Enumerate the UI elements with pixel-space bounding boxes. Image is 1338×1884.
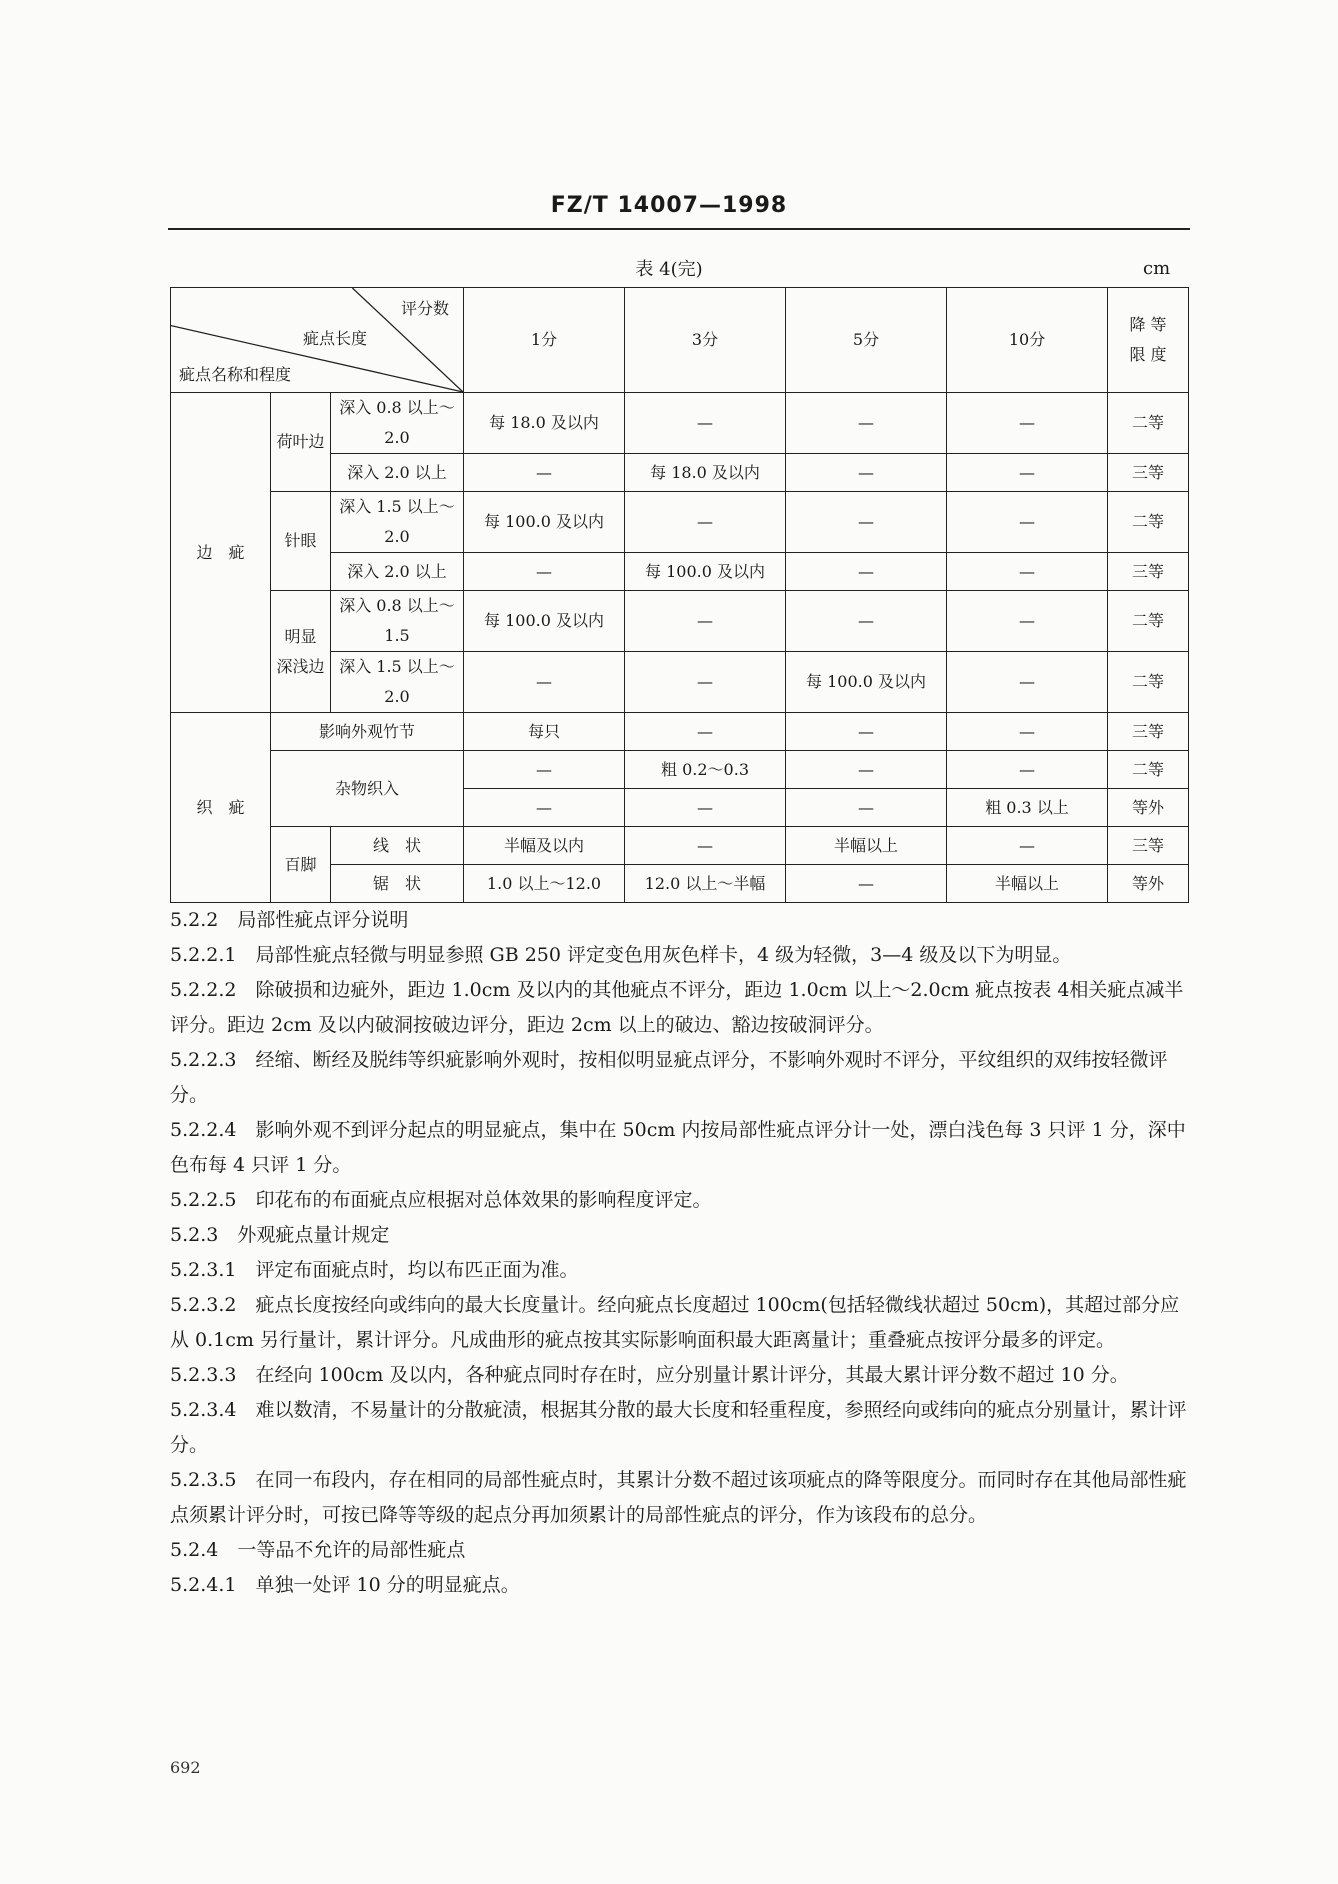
cell-3: — <box>625 591 786 652</box>
cell-5: — <box>786 553 947 591</box>
cell-1: 半幅及以内 <box>464 827 625 865</box>
col-header-10: 10分 <box>947 288 1108 393</box>
cell-1: — <box>464 652 625 713</box>
col-header-3: 3分 <box>625 288 786 393</box>
cell-3: — <box>625 827 786 865</box>
cell-10: — <box>947 454 1108 492</box>
clause: 5.2.3.4 难以数清，不易量计的分散疵渍，根据其分散的最大长度和轻重程度，参照经向或纬向的疵点分别量计，累计评分。 <box>170 1399 1187 1456</box>
cell-3: 每 18.0 及以内 <box>625 454 786 492</box>
row-label: 深入 2.0 以上 <box>331 454 464 492</box>
cell-grade: 二等 <box>1108 591 1189 652</box>
row-label: 深入 0.8 以上～1.5 <box>331 591 464 652</box>
header-rule <box>168 228 1190 230</box>
cell-1: 每只 <box>464 713 625 751</box>
section-heading: 5.2.4 一等品不允许的局部性疵点 <box>170 1539 466 1561</box>
cell-10: — <box>947 652 1108 713</box>
cell-grade: 三等 <box>1108 827 1189 865</box>
cell-10: — <box>947 713 1108 751</box>
section-heading: 5.2.3 外观疵点量计规定 <box>170 1224 390 1246</box>
cell-5: 每 100.0 及以内 <box>786 652 947 713</box>
cell-grade: 二等 <box>1108 393 1189 454</box>
cell-10: 粗 0.3 以上 <box>947 789 1108 827</box>
cell-10: — <box>947 827 1108 865</box>
cell-10: — <box>947 591 1108 652</box>
clause: 5.2.2.5 印花布的布面疵点应根据对总体效果的影响程度评定。 <box>170 1189 712 1211</box>
cell-10: — <box>947 492 1108 553</box>
col-header-degrade <box>1108 288 1189 393</box>
diagonal-header-cell <box>171 288 464 393</box>
table-row <box>171 393 1189 454</box>
cell-5: 半幅以上 <box>786 827 947 865</box>
cell-5: — <box>786 713 947 751</box>
cell-1: — <box>464 454 625 492</box>
group-label-edge: 边 疵 <box>171 393 271 713</box>
row-label: 线 状 <box>331 827 464 865</box>
sub-label-mingxian: 明显 <box>284 626 317 646</box>
clause: 5.2.2.1 局部性疵点轻微与明显参照 GB 250 评定变色用灰色样卡，4 级为轻微，3—4 级及以下为明显。 <box>170 944 1072 966</box>
degrade-header-line1: 降 等 <box>1129 315 1167 334</box>
table-header-row <box>171 288 1189 393</box>
clause: 5.2.4.1 单独一处评 10 分的明显疵点。 <box>170 1574 520 1596</box>
defect-score-table <box>170 287 1189 903</box>
clause: 5.2.3.1 评定布面疵点时，均以布匹正面为准。 <box>170 1259 579 1281</box>
cell-3: — <box>625 713 786 751</box>
cell-grade: 二等 <box>1108 492 1189 553</box>
clause: 5.2.2.3 经缩、断经及脱纬等织疵影响外观时，按相似明显疵点评分，不影响外观时不评分，平纹组织的双纬按轻微评分。 <box>170 1049 1168 1106</box>
cell-10: — <box>947 751 1108 789</box>
cell-3: — <box>625 789 786 827</box>
page-number: 692 <box>170 1758 201 1777</box>
diag-label-length: 疵点长度 <box>303 329 368 348</box>
clause: 5.2.2.2 除破损和边疵外，距边 1.0cm 及以内的其他疵点不评分，距边 1.0cm 以上～2.0cm 疵点按表 4相关疵点减半评分。距边 2cm 及以内破洞按破边评分，距边 2cm 以上的破边、豁边按破洞评分。 <box>170 979 1184 1036</box>
cell-10: — <box>947 553 1108 591</box>
diag-label-score: 评分数 <box>401 299 450 318</box>
cell-grade: 二等 <box>1108 751 1189 789</box>
sub-label-zhenyan: 针眼 <box>271 492 331 591</box>
cell-5: — <box>786 492 947 553</box>
cell-10: — <box>947 393 1108 454</box>
table-row <box>171 492 1189 553</box>
cell-grade: 等外 <box>1108 789 1189 827</box>
cell-5: — <box>786 393 947 454</box>
sub-label-mingxian-shenqianbian <box>271 591 331 713</box>
cell-5: — <box>786 789 947 827</box>
sub-label-shenqianbian: 深浅边 <box>276 656 325 676</box>
cell-3: 12.0 以上～半幅 <box>625 865 786 903</box>
cell-3: — <box>625 393 786 454</box>
cell-3: 粗 0.2～0.3 <box>625 751 786 789</box>
col-header-5: 5分 <box>786 288 947 393</box>
sub-label-baijiao: 百脚 <box>271 827 331 903</box>
row-label: 锯 状 <box>331 865 464 903</box>
cell-5: — <box>786 454 947 492</box>
cell-5: — <box>786 751 947 789</box>
sub-label-foreign: 杂物织入 <box>271 751 464 827</box>
cell-grade: 二等 <box>1108 652 1189 713</box>
cell-1: 1.0 以上～12.0 <box>464 865 625 903</box>
degrade-header-line2: 限 度 <box>1129 345 1167 364</box>
table-row <box>171 827 1189 865</box>
clause: 5.2.3.3 在经向 100cm 及以内，各种疵点同时存在时，应分别量计累计评分，其最大累计评分数不超过 10 分。 <box>170 1364 1129 1386</box>
cell-5: — <box>786 591 947 652</box>
row-label: 深入 0.8 以上～2.0 <box>331 393 464 454</box>
cell-grade: 三等 <box>1108 553 1189 591</box>
col-header-1: 1分 <box>464 288 625 393</box>
cell-grade: 三等 <box>1108 713 1189 751</box>
table-row <box>171 713 1189 751</box>
cell-3: — <box>625 652 786 713</box>
cell-3: — <box>625 492 786 553</box>
clause: 5.2.3.2 疵点长度按经向或纬向的最大长度量计。经向疵点长度超过 100cm(包括轻微线状超过 50cm)，其超过部分应从 0.1cm 另行量计，累计评分。凡成曲形的疵点按其实际影响面积最大距离量计；重叠疵点按评分最多的评定。 <box>170 1294 1180 1351</box>
cell-10: 半幅以上 <box>947 865 1108 903</box>
standard-number: FZ/T 14007—1998 <box>550 193 788 218</box>
group-label-weave: 织 疵 <box>171 713 271 903</box>
cell-1: — <box>464 553 625 591</box>
table-row <box>171 591 1189 652</box>
cell-1: 每 100.0 及以内 <box>464 591 625 652</box>
table-unit: cm <box>1143 258 1171 279</box>
sub-label-heyebian: 荷叶边 <box>271 393 331 492</box>
clause: 5.2.3.5 在同一布段内，存在相同的局部性疵点时，其累计分数不超过该项疵点的降等限度分。而同时存在其他局部性疵点须累计评分时，可按已降等等级的起点分再加须累计的局部性疵点的评分，作为该段布的总分。 <box>170 1469 1187 1526</box>
cell-1: — <box>464 789 625 827</box>
cell-grade: 等外 <box>1108 865 1189 903</box>
row-label: 影响外观竹节 <box>271 713 464 751</box>
body-text <box>170 903 1190 1603</box>
table-row <box>171 751 1189 789</box>
row-label: 深入 1.5 以上～2.0 <box>331 492 464 553</box>
cell-5: — <box>786 865 947 903</box>
row-label: 深入 2.0 以上 <box>331 553 464 591</box>
cell-grade: 三等 <box>1108 454 1189 492</box>
cell-1: 每 18.0 及以内 <box>464 393 625 454</box>
diag-label-name: 疵点名称和程度 <box>179 365 292 384</box>
row-label: 深入 1.5 以上～2.0 <box>331 652 464 713</box>
cell-1: — <box>464 751 625 789</box>
table-title: 表 4(完) <box>635 259 703 280</box>
clause: 5.2.2.4 影响外观不到评分起点的明显疵点，集中在 50cm 内按局部性疵点评分计一处，漂白浅色每 3 只评 1 分，深中色布每 4 只评 1 分。 <box>170 1119 1186 1176</box>
section-heading: 5.2.2 局部性疵点评分说明 <box>170 909 409 931</box>
cell-3: 每 100.0 及以内 <box>625 553 786 591</box>
cell-1: 每 100.0 及以内 <box>464 492 625 553</box>
